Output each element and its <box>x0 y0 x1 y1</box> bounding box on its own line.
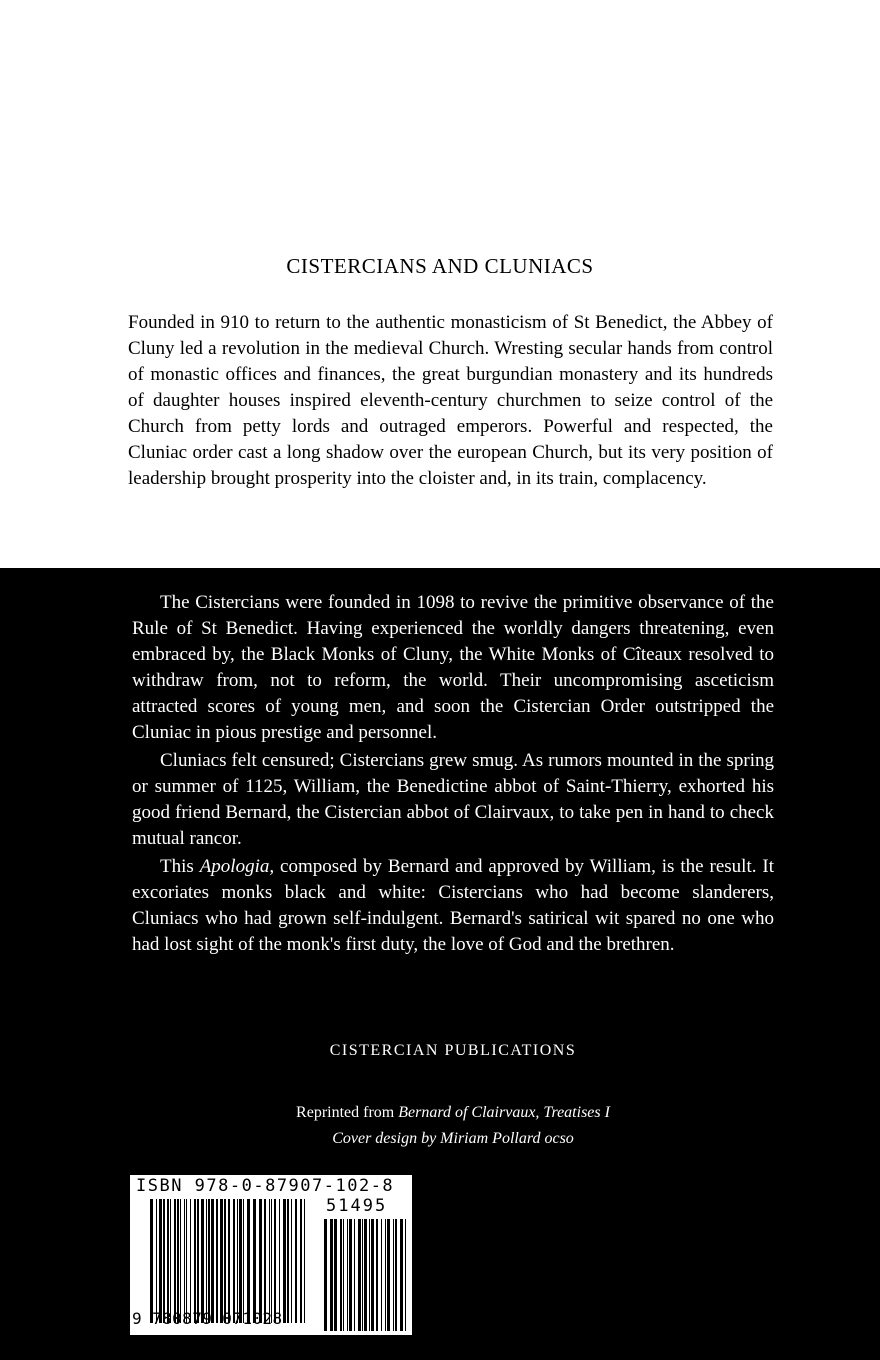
barcode-bar <box>159 1199 162 1323</box>
reprint-source: Bernard of Clairvaux, Treatises I <box>398 1104 610 1121</box>
barcode-bar <box>216 1199 218 1323</box>
apologia-title: Apologia, <box>199 856 275 877</box>
barcode-bar <box>358 1219 361 1331</box>
barcode-bar <box>201 1199 204 1323</box>
barcode-bar <box>283 1199 286 1323</box>
reprint-prefix: Reprinted from <box>296 1104 399 1121</box>
barcode-bar <box>340 1219 342 1331</box>
barcode-bar <box>233 1199 235 1323</box>
barcode-bar <box>208 1199 210 1323</box>
barcode-bar <box>400 1219 403 1331</box>
barcode-bar <box>387 1219 390 1331</box>
barcode-bar <box>395 1219 397 1331</box>
barcode-bar <box>253 1199 256 1323</box>
barcode-bar <box>174 1199 176 1323</box>
reprint-credit <box>0 1104 880 1122</box>
barcode-bar <box>156 1199 157 1323</box>
barcode-bar <box>376 1219 378 1331</box>
barcode-bar <box>184 1199 185 1323</box>
barcode-bar <box>393 1219 394 1331</box>
barcode-bar <box>228 1199 230 1323</box>
barcode-bar <box>362 1219 363 1331</box>
barcode-bar <box>167 1199 169 1323</box>
barcode-bar <box>371 1219 374 1331</box>
barcode-bar <box>259 1199 262 1323</box>
barcode-bar <box>405 1219 406 1331</box>
barcode-bar <box>237 1199 238 1323</box>
intro-paragraph: Founded in 910 to return to the authentic monasticism of St Benedict, the Abbey of Cluny led a revolution in the medieval Church. Wresting secular hands from control of monastic offices and finances, the great burgundian monastery and its hundreds of daughter houses inspired eleventh-century churchmen to seize control of the Church from petty lords and outraged emperors. Powerful and respected, the Cluniac order cast a long shadow over the european Church, but its very position of leadership brought prosperity into the cloister and, in its train, complacency. <box>128 312 773 489</box>
paragraph-3-lead: This <box>160 856 200 877</box>
barcode-bar <box>364 1219 367 1331</box>
cover-design-credit: Cover design by Miriam Pollard ocso <box>332 1130 574 1147</box>
barcode-bar <box>300 1199 302 1323</box>
barcode-bar <box>330 1219 333 1331</box>
barcode-bar <box>385 1219 386 1331</box>
barcode-bar <box>295 1199 297 1323</box>
barcode-bar <box>274 1199 276 1323</box>
publisher-name: CISTERCIAN PUBLICATIONS <box>329 1042 577 1059</box>
barcode-bar <box>279 1199 280 1323</box>
barcode-bar <box>381 1219 382 1331</box>
barcode-bar <box>186 1199 187 1323</box>
barcode-bar <box>369 1219 370 1331</box>
barcode-bar <box>291 1199 292 1323</box>
barcode-bar <box>197 1199 199 1323</box>
barcode-bar <box>334 1219 337 1331</box>
description-paragraph-3 <box>132 854 774 958</box>
barcode-bar <box>190 1199 191 1323</box>
barcode-bar <box>163 1199 165 1323</box>
description-paragraph-2: Cluniacs felt censured; Cistercians grew smug. As rumors mounted in the spring or summer of 1125, William, the Benedictine abbot of Saint-Thierry, exhorted his good friend Bernard, the Cistercian abbot of Clairvaux, to take pen in hand to check mutual rancor. <box>132 750 774 849</box>
barcode-bar <box>206 1199 207 1323</box>
barcode-bar <box>194 1199 196 1323</box>
barcode-bar <box>239 1199 242 1323</box>
barcode-bar <box>304 1199 305 1323</box>
barcode-bar <box>220 1199 223 1323</box>
barcode-bar <box>343 1219 344 1331</box>
barcode-bar <box>354 1219 355 1331</box>
barcode-bar <box>211 1199 214 1323</box>
barcode-bar <box>170 1199 171 1323</box>
barcode-bar <box>247 1199 250 1323</box>
barcode-bar <box>347 1219 348 1331</box>
barcode-bar <box>177 1199 179 1323</box>
ean-digits: 9 780879 071028 <box>132 1309 283 1328</box>
paragraph-3-rest: composed by Bernard and approved by William, is the result. It excoriates monks black and white: Cistercians who had become slanderers, Cluniacs who had grown self-indulgent. Bernard's satirical wit spared no one who had lost sight of the monk's first duty, the love of God and the brethren. <box>132 856 774 955</box>
barcode-bar <box>271 1199 272 1323</box>
barcode-bar <box>269 1199 270 1323</box>
barcode-bar <box>180 1199 181 1323</box>
barcode-bar <box>224 1199 226 1323</box>
barcode-bar <box>150 1199 153 1323</box>
isbn-barcode <box>130 1175 412 1335</box>
isbn-number: ISBN 978-0-87907-102-8 <box>136 1176 395 1196</box>
book-title: CISTERCIANS AND CLUNIACS <box>286 254 594 278</box>
barcode-bar <box>349 1219 352 1331</box>
price-code: 51495 <box>326 1196 388 1216</box>
barcode-bar <box>287 1199 289 1323</box>
barcode-bar <box>243 1199 244 1323</box>
barcode-bar <box>264 1199 266 1323</box>
description-body <box>132 590 774 960</box>
description-paragraph-1: The Cistercians were founded in 1098 to revive the primitive observance of the Rule of St Benedict. Having experienced the worldly dangers threatening, even embraced by, the Black Monks of Cluny, the White Monks of Cîteaux resolved to withdraw from, not to reform, the world. Their uncompromising asceticism attracted scores of young men, and soon the Cistercian Order outstripped the Cluniac in pious prestige and personnel. <box>132 592 774 743</box>
barcode-bar <box>324 1219 327 1331</box>
